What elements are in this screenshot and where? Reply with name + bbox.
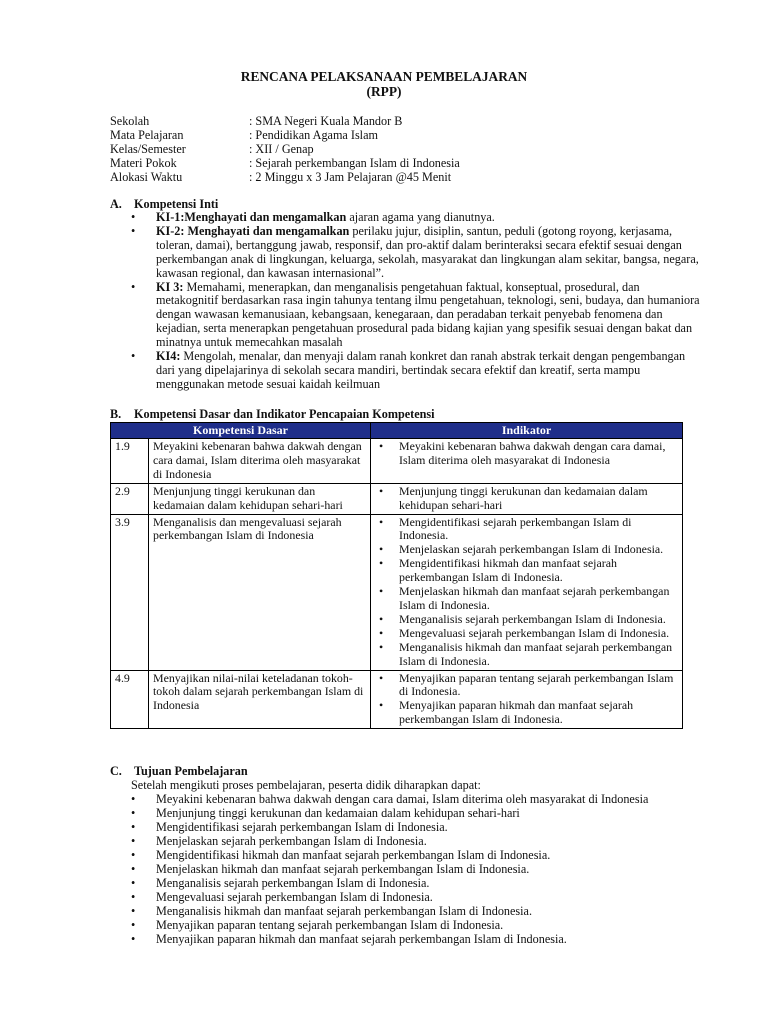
ki-label: KI-2: Menghayati dan mengamalkan: [156, 223, 350, 238]
identity-value: : Sejarah perkembangan Islam di Indonesia: [249, 156, 460, 170]
identity-row-sekolah: [110, 114, 402, 128]
section-a-heading: [110, 197, 218, 211]
indicator-cell: [371, 514, 683, 670]
kd-code: 2.9: [111, 483, 149, 514]
indicator-item: • Mengidentifikasi hikmah dan manfaat sejarah perkembangan Islam di Indonesia.: [375, 557, 679, 585]
kd-code: 4.9: [111, 670, 149, 729]
tujuan-intro: Setelah mengikuti proses pembelajaran, peserta didik diharapkan dapat:: [131, 778, 481, 792]
table-row: [111, 439, 683, 484]
section-number: B.: [110, 407, 122, 421]
identity-value: : Pendidikan Agama Islam: [249, 128, 378, 142]
indicator-item: • Mengidentifikasi sejarah perkembangan Islam di Indonesia.: [375, 516, 679, 544]
ki-label: KI 3:: [156, 279, 184, 294]
kd-text: Menyajikan nilai-nilai keteladanan tokoh-tokoh dalam sejarah perkembangan Islam di Indonesia: [149, 670, 371, 729]
identity-row-materi-pokok: [110, 156, 460, 170]
section-number: C.: [110, 764, 122, 778]
list-item: • Menjunjung tinggi kerukunan dan kedamaian dalam kehidupan sehari-hari: [131, 806, 648, 820]
list-item: • Menganalisis sejarah perkembangan Islam di Indonesia.: [131, 876, 648, 890]
ki-item: [131, 225, 701, 281]
indicator-item: • Menyajikan paparan tentang sejarah perkembangan Islam di Indonesia.: [375, 672, 679, 700]
list-item: • Mengevaluasi sejarah perkembangan Islam di Indonesia.: [131, 890, 648, 904]
indicator-item: • Menjunjung tinggi kerukunan dan kedamaian dalam kehidupan sehari-hari: [375, 485, 679, 513]
identity-row-mata-pelajaran: [110, 128, 378, 142]
table-row: [111, 514, 683, 670]
title-line-1: RENCANA PELAKSANAAN PEMBELAJARAN: [240, 69, 528, 84]
identity-label: Materi Pokok: [110, 156, 177, 170]
indicator-item: • Menjelaskan hikmah dan manfaat sejarah perkembangan Islam di Indonesia.: [375, 585, 679, 613]
indicator-cell: [371, 439, 683, 484]
kd-text: Menganalisis dan mengevaluasi sejarah perkembangan Islam di Indonesia: [149, 514, 371, 670]
indicator-item: • Meyakini kebenaran bahwa dakwah dengan cara damai, Islam diterima oleh masyarakat di Indonesia: [375, 440, 679, 468]
ki-text: Mengolah, menalar, dan menyaji dalam ranah konkret dan ranah abstrak terkait dengan pengembangan dari yang dipelajarinya di sekolah secara mandiri, bertindak secara efektif dan kreatif, serta mampu menggunakan metode sesuai kaidah keilmuan: [156, 349, 686, 391]
ki-item: [131, 211, 701, 225]
ki-item: [131, 281, 701, 351]
identity-value: : SMA Negeri Kuala Mandor B: [249, 114, 403, 128]
list-item: • Mengidentifikasi hikmah dan manfaat sejarah perkembangan Islam di Indonesia.: [131, 848, 648, 862]
identity-row-alokasi-waktu: [110, 170, 451, 184]
ki-text: perilaku jujur, disiplin, santun, peduli (gotong royong, kerjasama, toleran, damai), bertanggung jawab, responsif, dan pro-aktif dalam berinteraksi secara efektif sesuai dengan perkembangan anak di lingkungan, keluarga, sekolah, masyarakat dan lingkungan alam sekitar, bangsa, negara, kawasan regional, dan kawasan internasional”.: [156, 223, 699, 280]
list-item: • Mengidentifikasi sejarah perkembangan Islam di Indonesia.: [131, 820, 648, 834]
indicator-cell: [371, 483, 683, 514]
list-item: • Menyajikan paparan hikmah dan manfaat sejarah perkembangan Islam di Indonesia.: [131, 932, 648, 946]
identity-label: Kelas/Semester: [110, 142, 186, 156]
ki-text: Memahami, menerapkan, dan menganalisis pengetahuan faktual, konseptual, prosedural, dan metakognitif berdasarkan rasa ingin tahunya tentang ilmu pengetahuan, teknologi, seni, budaya, dan humaniora dengan wawasan kemanusiaan, kebangsaan, kenegaraan, dan peradaban terkait penyebab fenomena dan kejadian, serta menerapkan pengetahuan prosedural pada bidang kajian yang spesifik sesuai dengan bakat dan minatnya untuk memecahkan masalah: [156, 279, 700, 350]
section-title: Kompetensi Inti: [134, 197, 219, 211]
identity-label: Alokasi Waktu: [110, 170, 183, 184]
tujuan-list: [131, 792, 648, 946]
list-item: • Menjelaskan sejarah perkembangan Islam di Indonesia.: [131, 834, 648, 848]
list-item: • Menyajikan paparan tentang sejarah perkembangan Islam di Indonesia.: [131, 918, 648, 932]
section-c-heading: [110, 764, 248, 778]
column-header-indikator: Indikator: [371, 423, 683, 439]
kd-code: 3.9: [111, 514, 149, 670]
table-row: [111, 670, 683, 729]
ki-label: KI4:: [156, 349, 181, 364]
indicator-item: • Menganalisis hikmah dan manfaat sejarah perkembangan Islam di Indonesia.: [375, 641, 679, 669]
indicator-item: • Menjelaskan sejarah perkembangan Islam di Indonesia.: [375, 543, 679, 557]
table-header-row: [111, 423, 683, 439]
identity-label: Sekolah: [110, 114, 150, 128]
title-line-2: (RPP): [366, 84, 402, 99]
table-row: [111, 483, 683, 514]
section-b-heading: [110, 407, 435, 421]
list-item: • Meyakini kebenaran bahwa dakwah dengan cara damai, Islam diterima oleh masyarakat di Indonesia: [131, 792, 648, 806]
identity-row-kelas-semester: [110, 142, 314, 156]
kd-code: 1.9: [111, 439, 149, 484]
identity-label: Mata Pelajaran: [110, 128, 184, 142]
ki-item: [131, 350, 701, 392]
ki-text: ajaran agama yang dianutnya.: [346, 210, 495, 224]
kompetensi-inti-list: [131, 211, 701, 392]
list-item: • Menganalisis hikmah dan manfaat sejarah perkembangan Islam di Indonesia.: [131, 904, 648, 918]
indicator-item: • Menyajikan paparan hikmah dan manfaat sejarah perkembangan Islam di Indonesia.: [375, 699, 679, 727]
indicator-item: • Menganalisis sejarah perkembangan Islam di Indonesia.: [375, 613, 679, 627]
indicator-cell: [371, 670, 683, 729]
ki-label: KI-1:Menghayati dan mengamalkan: [156, 210, 347, 224]
list-item: • Menjelaskan hikmah dan manfaat sejarah perkembangan Islam di Indonesia.: [131, 862, 648, 876]
section-title: Kompetensi Dasar dan Indikator Pencapaian Kompetensi: [134, 407, 435, 421]
kd-text: Meyakini kebenaran bahwa dakwah dengan cara damai, Islam diterima oleh masyarakat di Indonesia: [149, 439, 371, 484]
identity-value: : 2 Minggu x 3 Jam Pelajaran @45 Menit: [249, 170, 452, 184]
document-title: [0, 69, 768, 99]
section-number: A.: [110, 197, 122, 211]
kd-text: Menjunjung tinggi kerukunan dan kedamaian dalam kehidupan sehari-hari: [149, 483, 371, 514]
kompetensi-dasar-table: [110, 422, 683, 729]
column-header-kompetensi-dasar: Kompetensi Dasar: [111, 423, 371, 439]
indicator-item: • Mengevaluasi sejarah perkembangan Islam di Indonesia.: [375, 627, 679, 641]
section-title: Tujuan Pembelajaran: [134, 764, 248, 778]
identity-value: : XII / Genap: [249, 142, 314, 156]
